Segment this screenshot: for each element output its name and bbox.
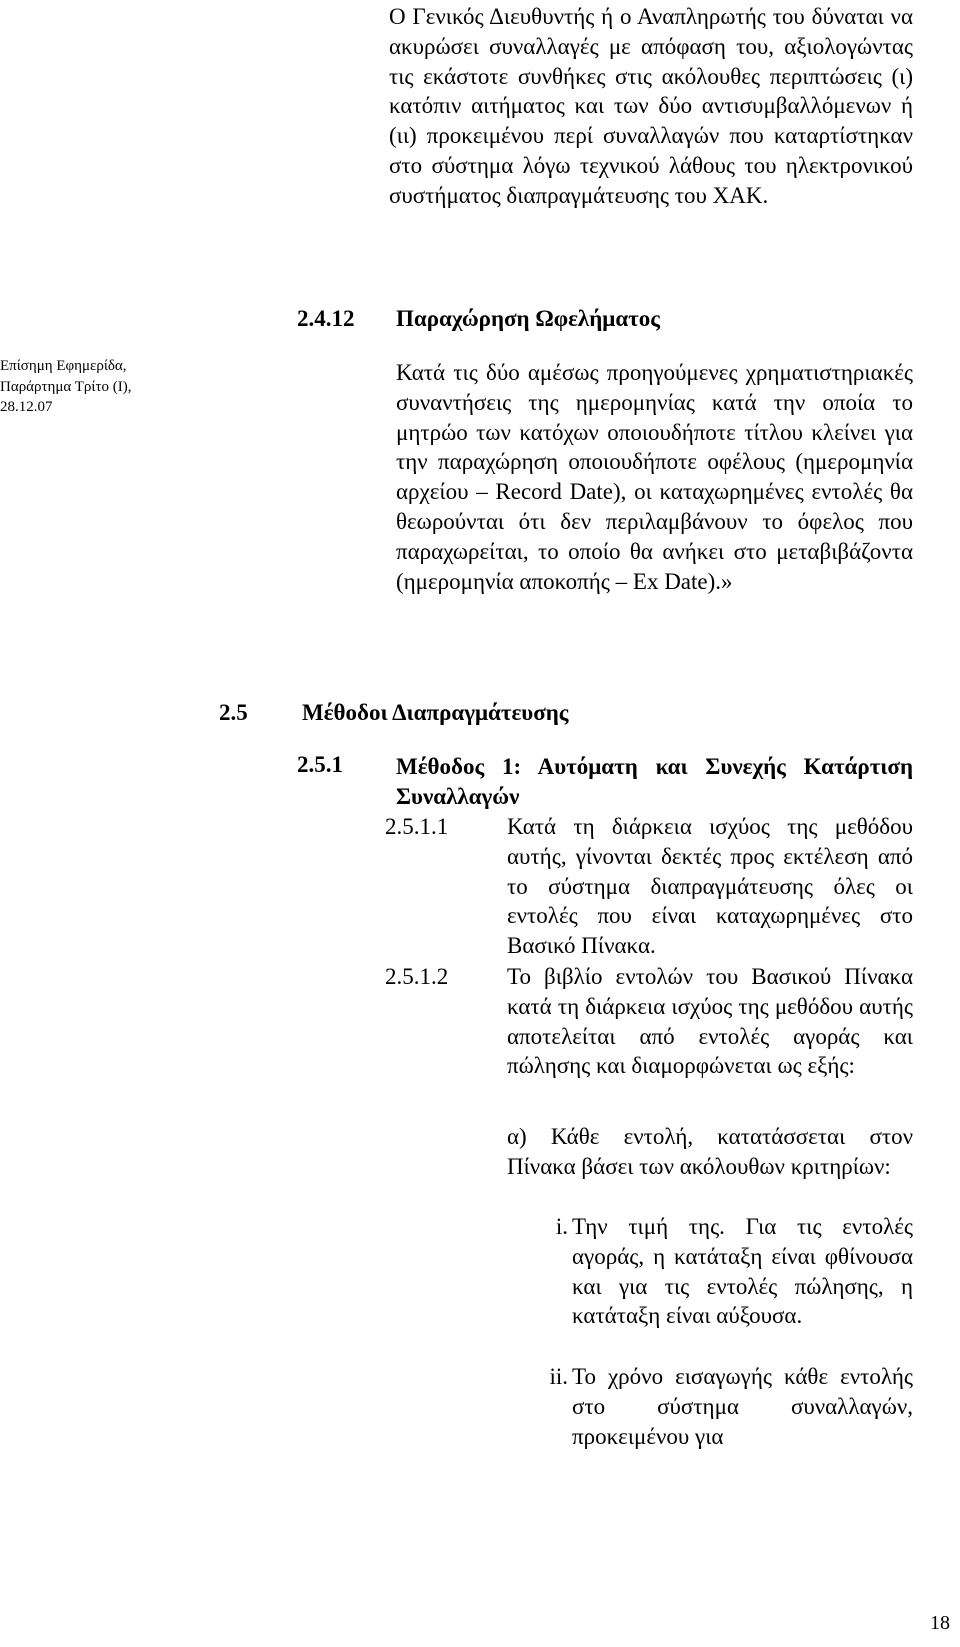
intro-paragraph: Ο Γενικός Διευθυντής ή ο Αναπληρωτής του δύναται να ακυρώσει συναλλαγές με απόφαση του, αξιολογώντας τις εκάστοτε συνθήκες στις ακόλουθες περιπτώσεις (ι) κατόπιν αιτήματος και των δύο αντισυμβαλλόμενων ή (ιι) προκειμένου περί συναλλαγών που καταρτίστηκαν στο σύστημα λόγω τεχνικού λάθους του ηλεκτρονικού συστήματος διαπραγμάτευσης του ΧΑΚ. <box>389 4 913 208</box>
criterion-i-marker: i. <box>555 1214 568 1239</box>
criterion-i-text: Την τιμή της. Για τις εντολές αγοράς, η κατάταξη είναι φθίνουσα και για τις εντολές πώλησης, η κατάταξη είναι αύξουσα. <box>572 1214 913 1329</box>
item-2-5-1-2-text: Το βιβλίο εντολών του Βασικού Πίνακα κατά τη διάρκεια ισχύος της μεθόδου αυτής αποτελείται από εντολές αγοράς και πώλησης και διαμορφώνεται ως εξής: <box>507 964 913 1079</box>
section-2-5-1-title: Μέθοδος 1: Αυτόματη και Συνεχής Κατάρτιση Συναλλαγών <box>396 754 913 809</box>
section-2-5-title: Μέθοδοι Διαπραγμάτευσης <box>302 700 569 725</box>
item-2-5-1-2-sub-a: α) Κάθε εντολή, κατατάσσεται στον Πίνακα βάσει των ακόλουθων κριτηρίων: <box>507 1124 913 1179</box>
section-2-4-12-body: Κατά τις δύο αμέσως προηγούμενες χρηματιστηριακές συναντήσεις της ημερομηνίας κατά την οποία το μητρώο των κατόχων οποιουδήποτε τίτλου κλείνει για την παραχώρηση οποιουδήποτε οφέλους (ημερομηνία αρχείου – Record Date), οι καταχωρημένες εντολές θα θεωρούνται ότι δεν περιλαμβάνουν το όφελος που παραχωρείται, το οποίο θα ανήκει στο μεταβιβάζοντα (ημερομηνία αποκοπής – Ex Date).» <box>396 360 913 594</box>
section-2-4-12-number: 2.4.12 <box>297 306 355 331</box>
margin-note: Επίσημη Εφημερίδα, Παράρτημα Τρίτο (Ι), 28.12.07 <box>0 358 132 415</box>
page-number: 18 <box>930 1612 950 1634</box>
criterion-ii-marker: ii. <box>549 1364 568 1389</box>
section-2-5-number: 2.5 <box>219 700 248 725</box>
section-2-4-12-title: Παραχώρηση Ωφελήματος <box>396 306 660 331</box>
item-2-5-1-1-number: 2.5.1.1 <box>385 814 449 839</box>
item-2-5-1-1-text: Κατά τη διάρκεια ισχύος της μεθόδου αυτής, γίνονται δεκτές προς εκτέλεση από το σύστημα διαπραγμάτευσης όλες οι εντολές που είναι καταχωρημένες στο Βασικό Πίνακα. <box>507 814 913 959</box>
criterion-ii-text: Το χρόνο εισαγωγής κάθε εντολής στο σύστημα συναλλαγών, προκειμένου για <box>572 1364 913 1449</box>
item-2-5-1-2-number: 2.5.1.2 <box>385 964 449 989</box>
section-2-5-1-number: 2.5.1 <box>297 752 343 777</box>
